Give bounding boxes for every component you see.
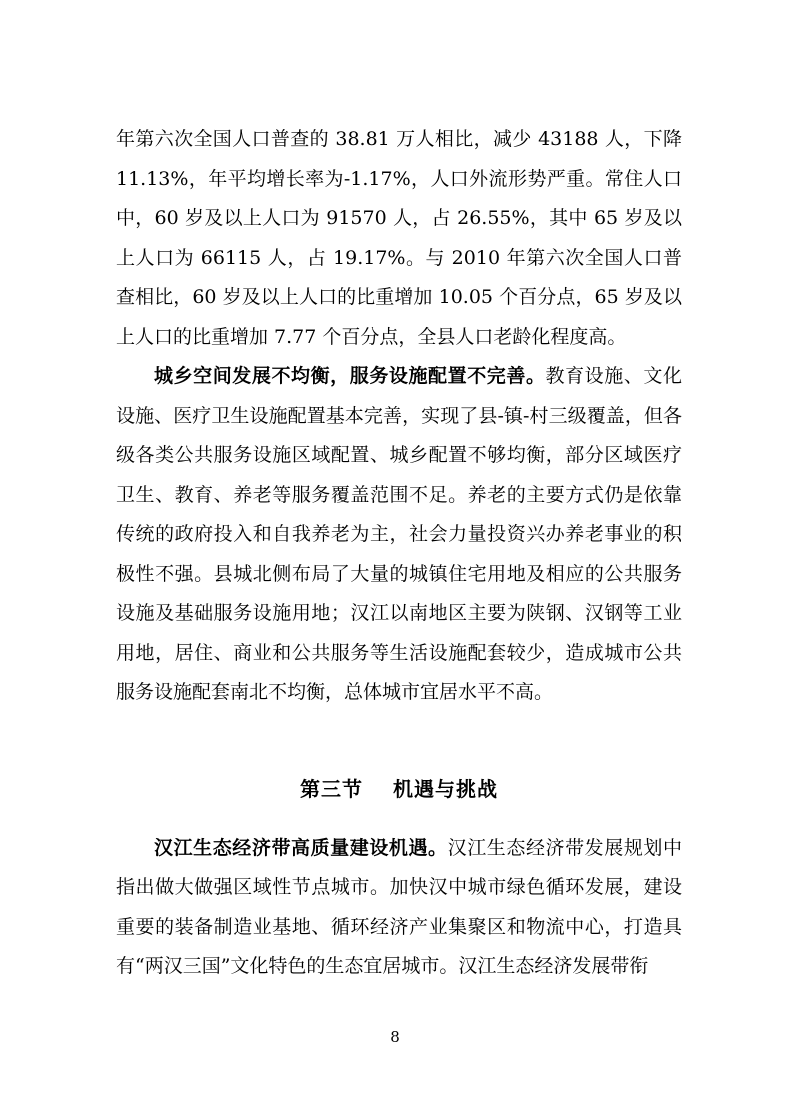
paragraph-text: 年第六次全国人口普查的 38.81 万人相比，减少 43188 人，下降 11.13%，年平均增长率为-1.17%，人口外流形势严重。常住人口中，60 岁及以上人口为 91570 人，占 26.55%，其中 65 岁及以上人口为 66115 人，占 19.17%。与 2010 年第六次全国人口普查相比，60 岁及以上人口的比重增加 10.05 个百分点，65 岁及以上人口的比重增加 7.77 个百分点，全县人口老龄化程度高。 — [116, 128, 682, 348]
page-number: 8 — [390, 1028, 400, 1046]
paragraph-text: 教育设施、文化设施、医疗卫生设施配置基本完善，实现了县-镇-村三级覆盖，但各级各类公共服务设施区域配置、城乡配置不够均衡，部分区域医疗卫生、教育、养老等服务覆盖范围不足。养老的主要方式仍是依靠传统的政府投入和自我养老为主，社会力量投资兴办养老事业的积极性不强。县城北侧布局了大量的城镇住宅用地及相应的公共服务设施及基础服务设施用地；汉江以南地区主要为陕钢、汉钢等工业用地，居住、商业和公共服务等生活设施配套较少，造成城市公共服务设施配套南北不均衡，总体城市宜居水平不高。 — [116, 365, 682, 703]
paragraph-lead: 汉江生态经济带高质量建设机遇。 — [154, 836, 448, 859]
section-number: 第三节 — [300, 776, 363, 801]
section-title: 机遇与挑战 — [393, 776, 498, 801]
paragraph-text: 汉江生态经济带发展规划中指出做大做强区域性节点城市。加快汉中城市绿色循环发展，建设重要的装备制造业基地、循环经济产业集聚区和物流中心，打造具有“两汉三国”文化特色的生态宜居城市。汉江生态经济发展带衔 — [116, 836, 682, 977]
page-content — [116, 120, 682, 987]
paragraph-urban-rural — [116, 357, 682, 713]
paragraph-lead: 城乡空间发展不均衡，服务设施配置不完善。 — [154, 365, 546, 387]
section-heading — [116, 769, 682, 809]
paragraph-hanjiang-opportunity — [116, 829, 682, 987]
paragraph-population — [116, 120, 682, 357]
